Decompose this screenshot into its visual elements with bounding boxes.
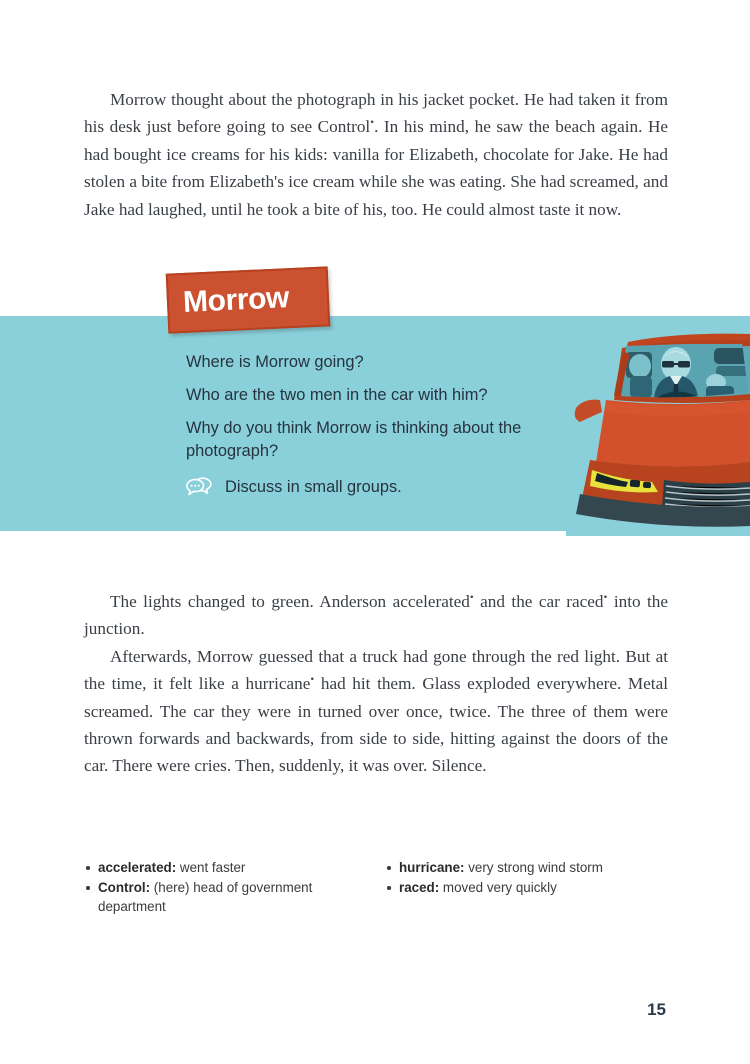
glossary-definition: moved very quickly — [439, 880, 557, 895]
paragraph-3-text-a: Afterwards, Morrow guessed that a truck had gone through the red light. But at the time, it felt like a hurricane — [84, 646, 668, 694]
activity-banner — [166, 266, 331, 333]
glossary-term: accelerated: — [98, 860, 177, 875]
paragraph-2-text-a: The lights changed to green. Anderson accelerated — [110, 592, 470, 611]
body-paragraph-opening — [84, 86, 668, 223]
glossary-marker-raced: • — [603, 591, 608, 604]
paragraph-1-text-b: . In his mind, he saw the beach again. He had bought ice creams for his kids: vanilla for Elizabeth, chocolate for Jake. He had stolen a bite from Elizabeth's ice cream while she was eating. She had screamed, and Jake had laughed, until he took a bite of his, too. He could almost taste it now. — [84, 117, 668, 219]
glossary-term: Control: — [98, 880, 151, 895]
glossary-column-right — [367, 858, 668, 917]
discuss-label: Discuss in small groups. — [225, 477, 402, 496]
glossary-marker-accelerated: • — [469, 591, 474, 604]
glossary-column-left — [84, 858, 367, 917]
glossary-term: hurricane: — [399, 860, 465, 875]
car-illustration — [566, 330, 750, 536]
page-number: 15 — [647, 1000, 666, 1019]
glossary — [84, 858, 668, 917]
glossary-definition: went faster — [176, 860, 246, 875]
paragraph-3-text-b: had hit them. Glass exploded everywhere. Metal screamed. The car they were in turned over once, twice. The three of them were thrown forwards and backwards, from side to side, hitting against the doors of the car. There were cries. Then, suddenly, it was over. Silence. — [84, 674, 668, 776]
glossary-entry — [84, 878, 367, 916]
glossary-definition: very strong wind storm — [464, 860, 603, 875]
paragraph-2-text-c: into the junction. — [84, 592, 669, 639]
paragraph-3 — [84, 643, 668, 780]
question-3: Why do you think Morrow is thinking about the photograph? — [186, 419, 522, 460]
glossary-entry — [385, 858, 668, 877]
glossary-term: raced: — [399, 880, 440, 895]
activity-questions — [186, 351, 546, 499]
glossary-marker-control: • — [370, 116, 375, 129]
glossary-entry — [385, 878, 668, 897]
paragraph-1 — [84, 86, 668, 223]
paragraph-1-text-a: Morrow thought about the photograph in his jacket pocket. He had taken it from his desk just before going to see Control — [84, 90, 668, 137]
speech-bubbles-icon — [186, 475, 216, 499]
glossary-definition: (here) head of government department — [98, 880, 313, 914]
paragraph-2-text-b: and the car raced — [473, 592, 604, 611]
activity-banner-label: Morrow — [182, 281, 290, 319]
body-paragraphs-lower — [84, 588, 668, 780]
discuss-instruction — [186, 475, 546, 499]
question-2: Who are the two men in the car with him? — [186, 386, 488, 404]
glossary-entry — [84, 858, 367, 877]
question-1: Where is Morrow going? — [186, 353, 364, 371]
glossary-marker-hurricane: • — [310, 673, 315, 686]
paragraph-2 — [84, 588, 668, 643]
